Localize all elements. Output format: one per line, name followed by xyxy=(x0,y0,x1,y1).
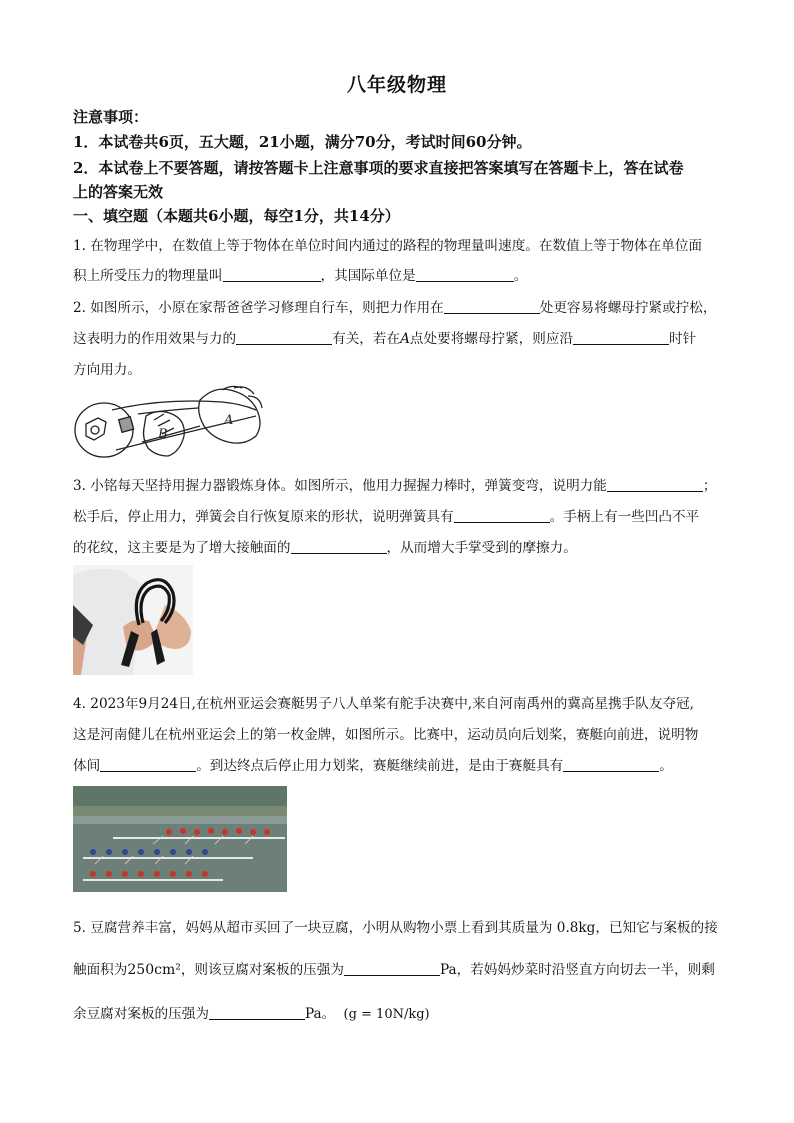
q2-text-d: 有关，若在 xyxy=(332,331,401,347)
q2-text-f: 时针 xyxy=(669,331,697,347)
q5-text-b: 接 xyxy=(704,920,718,936)
q4-line-2: 这是河南健儿在杭州亚运会上的第一枚金牌，如图所示。比赛中，运动员向后划桨，赛艇向前进，说明物 xyxy=(73,727,699,743)
q1-text-a: 积上所受压力的物理量叫 xyxy=(73,268,223,284)
q1-text-b: ，其国际单位是 xyxy=(320,268,416,284)
wrench-figure xyxy=(72,380,268,460)
q3-blank-1[interactable] xyxy=(607,477,703,492)
q4-line-1: 4. 2023年9月24日,在杭州亚运会赛艇男子八人单桨有舵手决赛中,来自河南禹州的冀高星携手队友夺冠, xyxy=(73,696,694,712)
notice-item-2-line-1: 2．本试卷上不要答题，请按答题卡上注意事项的要求直接把答案填写在答题卡上，答在试卷 xyxy=(73,159,684,177)
q4-blank-2[interactable] xyxy=(563,757,659,772)
q3-blank-3[interactable] xyxy=(291,539,387,554)
q3-text-e: 的花纹，这主要是为了增大接触面的 xyxy=(73,540,291,556)
wrench-jaw xyxy=(119,417,134,433)
q5-line-1 xyxy=(73,916,718,936)
wrench-handle-bottom xyxy=(116,416,256,450)
q4-text-b: 。到达终点后停止用力划桨，赛艇继续前进，是由于赛艇具有 xyxy=(196,758,564,774)
q4-text-a: 体间 xyxy=(73,758,101,774)
q4-blank-1[interactable] xyxy=(100,757,196,772)
page-title: 八年级物理 xyxy=(346,74,447,96)
notice-item-2-line-2: 上的答案无效 xyxy=(73,183,164,201)
q5-g-value: (g = 10N/kg) xyxy=(343,1007,430,1022)
q1-line-1: 1. 在物理学中，在数值上等于物体在单位时间内通过的路程的物理量叫速度。在数值上等于物体在单位面 xyxy=(73,238,703,254)
q4-line-3 xyxy=(73,754,673,774)
q4-text-c: 。 xyxy=(659,758,673,774)
notice-item-1: 1．本试卷共6页，五大题，21小题，满分70分，考试时间60分钟。 xyxy=(73,133,532,151)
fig-label-b: B xyxy=(158,427,168,442)
q1-text-c: 。 xyxy=(513,268,528,284)
q3-line-3 xyxy=(73,536,577,556)
q3-text-d: 。手柄上有一些凹凸不平 xyxy=(549,509,700,525)
q5-text-d: ，则该豆腐对案板的压强为 xyxy=(180,962,344,978)
q5-line-2 xyxy=(73,958,715,978)
q3-text-b: ； xyxy=(702,478,717,494)
q2-point-a: A xyxy=(400,331,410,347)
rowing-photo xyxy=(73,786,287,892)
q2-blank-3[interactable] xyxy=(573,330,669,345)
q5-line-3 xyxy=(73,1002,430,1022)
q5-blank-2[interactable] xyxy=(209,1005,305,1020)
q3-blank-2[interactable] xyxy=(454,508,550,523)
q2-blank-2[interactable] xyxy=(236,330,332,345)
q3-line-2 xyxy=(73,505,699,525)
q5-text-e: Pa，若妈妈炒菜时沿竖直方向切去一半，则剩 xyxy=(439,962,715,978)
q2-text-b: 处更容易将螺母拧紧或拧松， xyxy=(539,300,717,316)
q5-text-c: 触面积为 xyxy=(73,962,128,978)
q1-blank-2[interactable] xyxy=(416,267,514,282)
q3-text-a: 3. 小铭每天坚持用握力器锻炼身体。如图所示，他用力握握力棒时，弹簧变弯，说明力能 xyxy=(73,478,607,494)
q2-text-e: 点处要将螺母拧紧，则应沿 xyxy=(409,331,574,347)
q5-text-a: 5. 豆腐营养丰富，妈妈从超市买回了一块豆腐，小明从购物小票上看到其质量为 0.8kg，已知它与案板的 xyxy=(73,920,705,936)
notice-heading: 注意事项： xyxy=(73,108,149,126)
q3-line-1 xyxy=(73,474,716,494)
q5-blank-1[interactable] xyxy=(344,961,440,976)
q2-blank-1[interactable] xyxy=(444,299,540,314)
fig-label-a: A xyxy=(224,413,234,428)
q3-text-c: 松手后，停止用力，弹簧会自行恢复原来的形状，说明弹簧具有 xyxy=(73,509,454,525)
q5-area-value: 250cm² xyxy=(127,962,181,978)
q1-blank-1[interactable] xyxy=(223,267,321,282)
q1-line-2 xyxy=(73,264,527,284)
grip-trainer-photo xyxy=(73,565,193,675)
q3-text-f: ，从而增大手掌受到的摩擦力。 xyxy=(386,540,577,556)
q2-line-1 xyxy=(73,296,716,316)
section-heading: 一、填空题（本题共6小题，每空1分，共14分） xyxy=(73,207,400,225)
q5-text-g: Pa。 xyxy=(304,1006,336,1022)
q2-line-3: 方向用力。 xyxy=(73,362,141,378)
q2-text-a: 2. 如图所示，小原在家帮爸爸学习修理自行车，则把力作用在 xyxy=(73,300,444,316)
q2-line-2 xyxy=(73,327,696,347)
nut-hex xyxy=(86,418,106,440)
q2-text-c: 这表明力的作用效果与力的 xyxy=(73,331,237,347)
q5-text-f: 余豆腐对案板的压强为 xyxy=(73,1006,209,1022)
